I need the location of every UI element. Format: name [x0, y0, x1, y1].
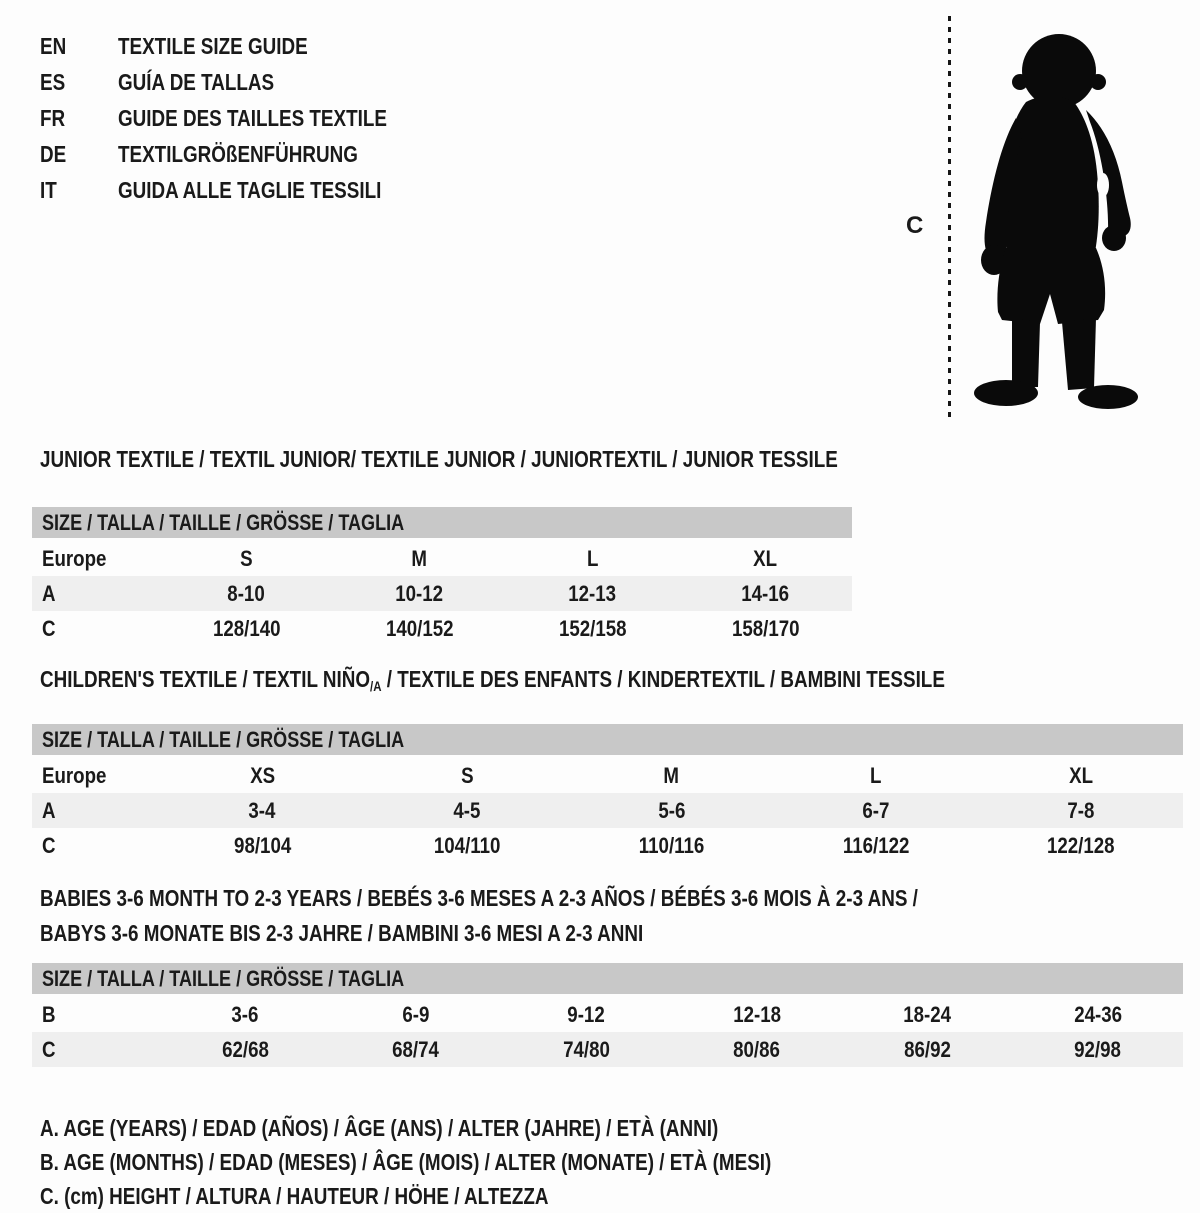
section-heading-babies	[40, 881, 1200, 951]
height-measure-label: C	[906, 212, 924, 239]
row-label: C	[42, 615, 56, 641]
size-cell: L	[870, 762, 882, 788]
section-heading-junior: JUNIOR TEXTILE / TEXTIL JUNIOR/ TEXTILE JUNIOR / JUNIORTEXTIL / JUNIOR TESSILE	[40, 446, 838, 472]
size-cell: 140/152	[385, 615, 454, 641]
top-area	[0, 0, 1200, 432]
lang-code: FR	[40, 105, 66, 131]
size-header-text: SIZE / TALLA / TAILLE / GRÖSSE / TAGLIA	[42, 726, 405, 752]
size-cell: S	[460, 762, 474, 788]
size-cell: 6-7	[862, 797, 890, 823]
measurement-legend	[40, 1111, 1200, 1213]
size-cell: 86/92	[903, 1036, 951, 1062]
table-row	[32, 541, 852, 576]
table-row	[32, 793, 1183, 828]
row-label: C	[42, 832, 56, 858]
size-cell: 128/140	[212, 615, 281, 641]
height-dashed-line	[948, 16, 951, 418]
table-row	[32, 828, 1183, 863]
lang-label: GUÍA DE TALLAS	[118, 69, 275, 95]
size-cell: 7-8	[1067, 797, 1095, 823]
size-cell: 12-18	[732, 1001, 781, 1027]
size-cell: 68/74	[392, 1036, 440, 1062]
row-label: A	[42, 580, 56, 606]
row-label: A	[42, 797, 56, 823]
size-cell: 74/80	[562, 1036, 610, 1062]
table-row	[32, 758, 1183, 793]
size-header-band	[32, 507, 852, 538]
size-cell: 104/110	[433, 832, 501, 858]
size-header-band	[32, 963, 1183, 994]
size-cell: 5-6	[657, 797, 685, 823]
size-header-text: SIZE / TALLA / TAILLE / GRÖSSE / TAGLIA	[42, 965, 405, 991]
table-row	[32, 1032, 1183, 1067]
size-cell: M	[663, 762, 680, 788]
size-cell: 122/128	[1046, 832, 1115, 858]
lang-code: ES	[40, 69, 66, 95]
lang-label: GUIDE DES TAILLES TEXTILE	[118, 105, 387, 131]
row-label: B	[42, 1001, 56, 1027]
size-cell: 80/86	[733, 1036, 781, 1062]
legend-line-a: A. AGE (YEARS) / EDAD (AÑOS) / ÂGE (ANS) / ALTER (JAHRE) / ETÀ (ANNI)	[40, 1115, 719, 1141]
size-table-babies	[32, 963, 1183, 1067]
size-cell: 116/122	[842, 832, 910, 858]
table-row	[32, 576, 852, 611]
legend-line-b: B. AGE (MONTHS) / EDAD (MESES) / ÂGE (MOIS) / ALTER (MONATE) / ETÀ (MESI)	[40, 1149, 772, 1175]
size-cell: 14-16	[741, 580, 790, 606]
size-cell: S	[240, 545, 253, 571]
size-table-children	[32, 724, 1183, 863]
table-row	[32, 997, 1183, 1032]
size-cell: 92/98	[1074, 1036, 1122, 1062]
row-label: C	[42, 1036, 56, 1062]
babies-heading-line2: BABYS 3-6 MONATE BIS 2-3 JAHRE / BAMBINI 3-6 MESI A 2-3 ANNI	[40, 920, 644, 946]
lang-code: IT	[40, 177, 57, 203]
size-cell: 6-9	[402, 1001, 430, 1027]
nino-a-subscript: /A	[370, 678, 382, 694]
lang-label: TEXTILE SIZE GUIDE	[118, 33, 308, 59]
size-cell: XS	[249, 762, 275, 788]
size-cell: M	[411, 545, 428, 571]
size-cell: 3-6	[231, 1001, 259, 1027]
size-header-text: SIZE / TALLA / TAILLE / GRÖSSE / TAGLIA	[42, 509, 405, 535]
size-cell: 110/116	[638, 832, 705, 858]
size-cell: 98/104	[233, 832, 291, 858]
size-header-band	[32, 724, 1183, 755]
size-cell: L	[586, 545, 599, 571]
size-cell: 4-5	[453, 797, 481, 823]
size-cell: 24-36	[1073, 1001, 1122, 1027]
size-table-junior	[32, 507, 852, 646]
lang-code: EN	[40, 33, 67, 59]
size-cell: 10-12	[395, 580, 444, 606]
section-heading-children: CHILDREN'S TEXTILE / TEXTIL $NIÑO_{/A}$ / TEXTILE DES ENFANTS / KINDERTEXTIL / BAMBINI TESSILE	[40, 666, 945, 694]
lang-label: TEXTILGRÖßENFÜHRUNG	[118, 141, 358, 167]
size-cell: 62/68	[221, 1036, 269, 1062]
size-cell: 158/170	[731, 615, 800, 641]
size-cell: XL	[1068, 762, 1093, 788]
size-cell: XL	[753, 545, 778, 571]
size-cell: 12-13	[568, 580, 617, 606]
babies-heading-line1: BABIES 3-6 MONTH TO 2-3 YEARS / BEBÉS 3-6 MESES A 2-3 AÑOS / BÉBÉS 3-6 MOIS À 2-3 ANS /	[40, 885, 918, 911]
row-label: Europe	[42, 545, 107, 571]
size-cell: 18-24	[903, 1001, 952, 1027]
size-cell: 3-4	[248, 797, 276, 823]
row-label: Europe	[42, 762, 107, 788]
table-row	[32, 611, 852, 646]
toddler-silhouette	[962, 22, 1140, 422]
size-cell: 8-10	[227, 580, 266, 606]
lang-label: GUIDA ALLE TAGLIE TESSILI	[118, 177, 382, 203]
language-list	[40, 28, 446, 208]
size-cell: 9-12	[567, 1001, 605, 1027]
size-cell: 152/158	[558, 615, 627, 641]
lang-code: DE	[40, 141, 67, 167]
legend-line-c: C. (cm) HEIGHT / ALTURA / HAUTEUR / HÖHE / ALTEZZA	[40, 1183, 549, 1209]
